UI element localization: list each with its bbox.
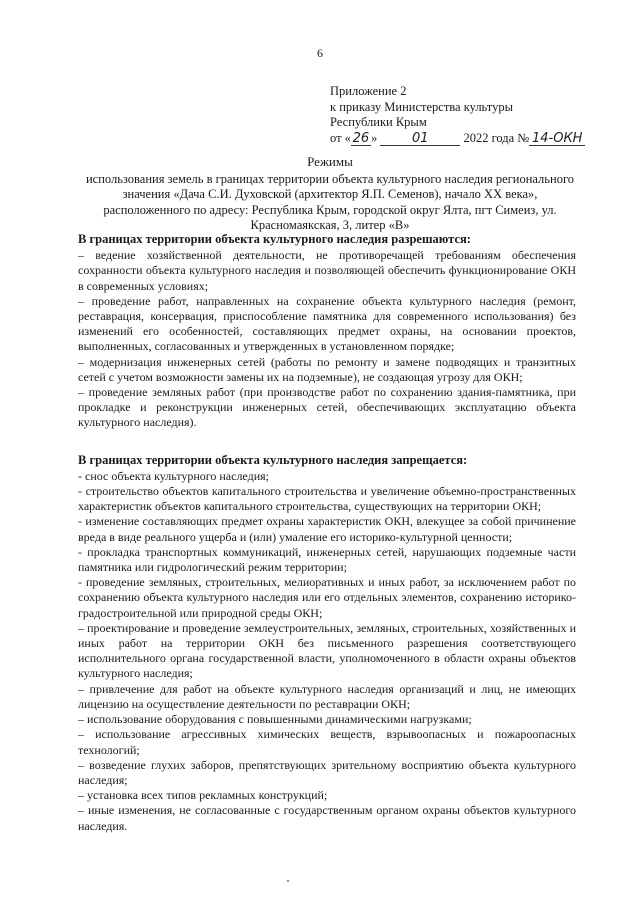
list-item: – проектирование и проведение землеустроительных, земляных, строительных, хозяйственных и иных работ на территории ОКН без письменного разрешения соответствующего исполнительного органа государственной власти, уполномоченного в области охраны объектов культурного наследия; (78, 620, 576, 681)
date-quote-close: » (370, 130, 378, 145)
allowed-list (78, 248, 576, 430)
prohibited-heading: В границах территории объекта культурного наследия запрещается: (78, 452, 468, 467)
page-number: 6 (317, 46, 323, 60)
list-item: - проведение земляных, строительных, мелиоративных и иных работ, за исключением работ по сохранению объекта культурного наследия или его отдельных элементов, сохранению историко-градостроительной или природной среды ОКН; (78, 575, 576, 620)
list-item: – модернизация инженерных сетей (работы по ремонту и замене подводящих и транзитных сетей с учетом возможности замены их на подземные), не создающая угрозу для ОКН; (78, 354, 576, 384)
list-item: - изменение составляющих предмет охраны характеристик ОКН, влекущее за собой причинение вреда в виде реального ущерба и (или) умаление его историко-культурной ценности; (78, 514, 576, 544)
list-item: – привлечение для работ на объекте культурного наследия организаций и лиц, не имеющих лицензию на осуществление деятельности по реставрации ОКН; (78, 681, 576, 711)
date-prefix: от « (330, 130, 351, 145)
appendix-header (330, 84, 585, 146)
title-word: Режимы (307, 154, 353, 169)
list-item: – использование оборудования с повышенными динамическими нагрузками; (78, 712, 472, 727)
prohibited-list (78, 469, 576, 834)
scan-speck (287, 880, 289, 882)
list-item: – проведение земляных работ (при производстве работ по сохранению здания-памятника, при прокладке и реконструкции инженерных сетей, обеспечивающих эксплуатацию объекта культурного наследия). (78, 385, 576, 430)
appendix-line-2: к приказу Министерства культуры (330, 99, 513, 114)
list-item: - прокладка транспортных коммуникаций, инженерных сетей, нарушающих подземные части памятника или гидрологический режим территории; (78, 544, 576, 575)
list-item: – ведение хозяйственной деятельности, не противоречащей требованиям обеспечения сохранности объекта культурного наследия и позволяющей обеспечить функционирование ОКН в современных условиях; (78, 248, 576, 293)
order-year-text: 2022 года № (463, 130, 530, 145)
title-body: использования земель в границах территории объекта культурного наследия регионального значения «Дача С.И. Духовской (архитектор Я.П. Семенов), начало XX века», расположенного по адресу: Республика Крым, городской округ Ялта, пгт Симеиз, ул. Красномаякская, 3, литер «В» (85, 171, 575, 232)
list-item: – проведение работ, направленных на сохранение объекта культурного наследия (ремонт, реставрация, консервация, приспособление памятника для современного использования) без изменений его особенностей, составляющих предмет охраны, на основании проектов, выполненных, согласованных и утвержденных в установленном порядке; (78, 293, 576, 354)
list-item: – использование агрессивных химических веществ, взрывоопасных и пожароопасных технологий; (78, 727, 576, 757)
order-month: 01 (380, 132, 460, 146)
list-item: – установка всех типов рекламных конструкций; (78, 788, 328, 803)
appendix-line-1: Приложение 2 (330, 84, 407, 98)
allowed-heading: В границах территории объекта культурного наследия разрешаются: (78, 232, 471, 246)
document-body (78, 232, 576, 834)
list-item: – возведение глухих заборов, препятствующих зрительному восприятию объекта культурного наследия; (78, 757, 576, 787)
document-title (80, 154, 580, 234)
order-day: 26 (352, 130, 370, 146)
list-item: – иные изменения, не согласованные с государственным органом охраны объектов культурного наследия. (78, 803, 576, 833)
list-item: - строительство объектов капитального строительства и увеличение объемно-пространственных характеристик объектов капитального строительства, существующих на территории ОКН; (78, 484, 576, 514)
order-date-number-line (330, 131, 585, 147)
appendix-line-3: Республики Крым (330, 115, 427, 129)
order-number: 14-ОКН (529, 132, 585, 146)
list-item: - снос объекта культурного наследия; (78, 468, 269, 483)
